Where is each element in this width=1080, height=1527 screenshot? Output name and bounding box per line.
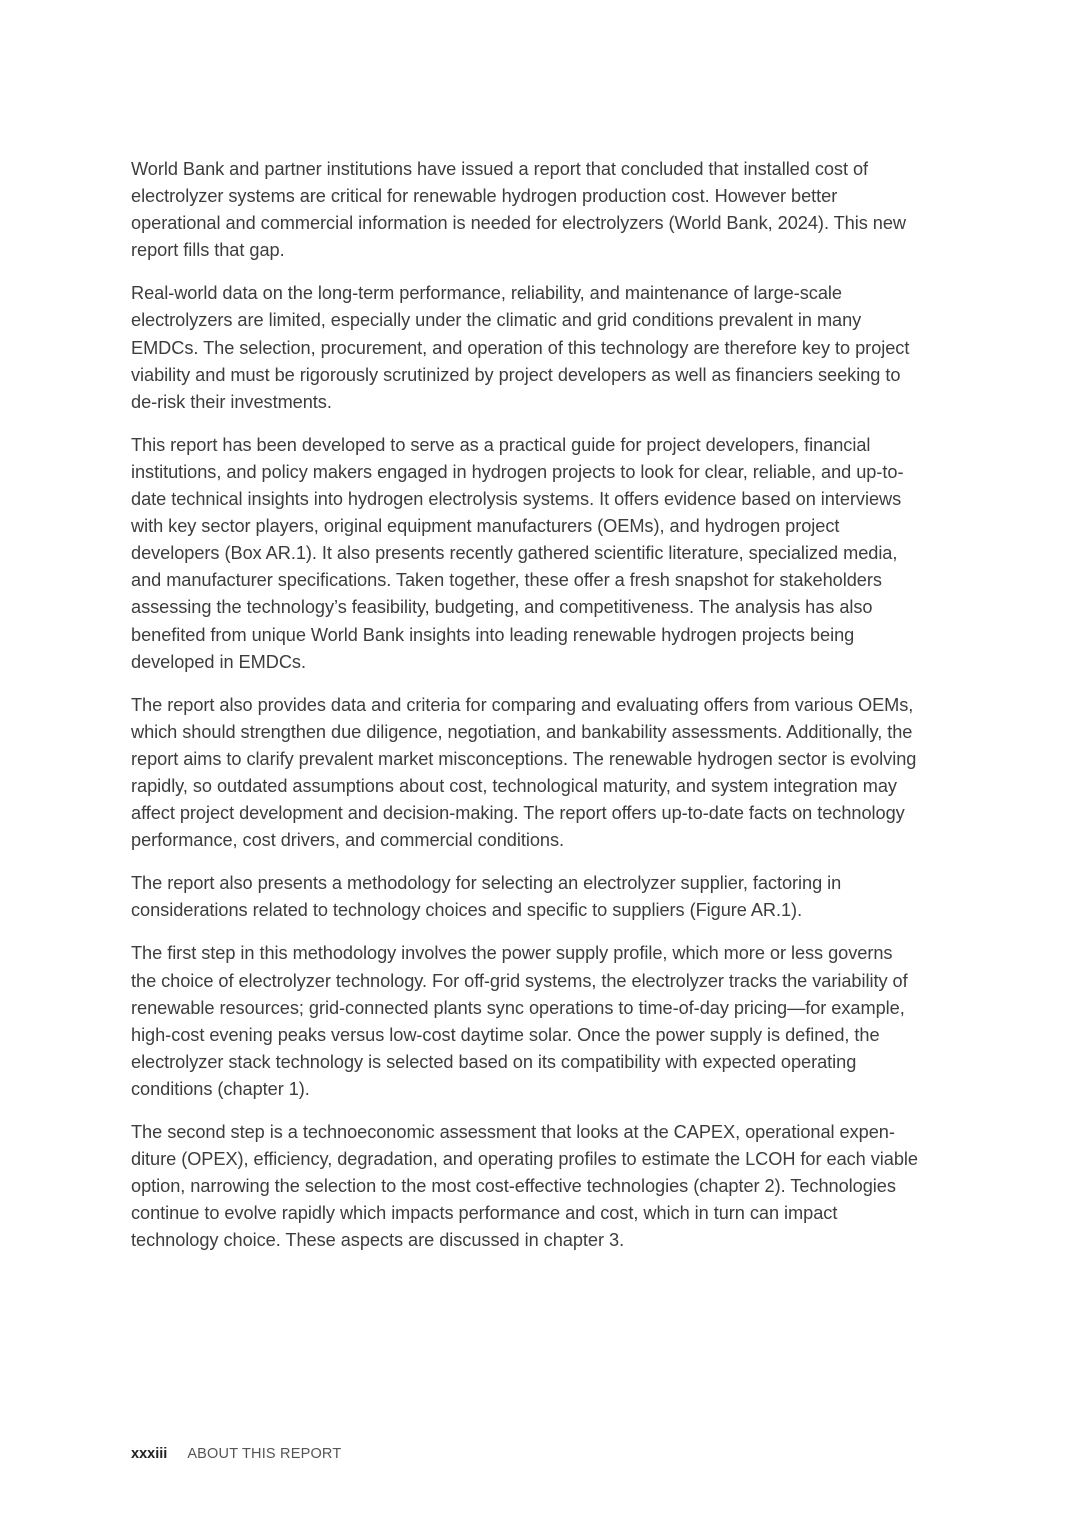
page-footer: [131, 1444, 341, 1464]
paragraph-6: The first step in this methodology involves the power supply profile, which more or less governs the choice of electrolyzer technology. For off-grid systems, the electrolyzer tracks the variability of renewable resources; grid-connected plants sync operations to time-of-day pricing—for example, high-cost evening peaks versus low-cost daytime solar. Once the power supply is defined, the electrolyzer stack technology is selected based on its compatibility with expected operating conditions (chapter 1).: [131, 943, 908, 1099]
paragraph-1: World Bank and partner institutions have issued a report that concluded that installed cost of electrolyzer systems are critical for renewable hydrogen production cost. However better operational and commercial information is needed for electrolyzers (World Bank, 2024). This new report fills that gap.: [131, 159, 906, 261]
running-section-title: ABOUT THIS REPORT: [187, 1446, 342, 1462]
page-body: [131, 156, 921, 1270]
paragraph-3: This report has been developed to serve as a practical guide for project developers, financial institutions, and policy makers engaged in hydrogen projects to look for clear, reliable, and up-to-date technical insights into hydrogen electrolysis systems. It offers evidence based on interviews with key sector players, original equipment manufacturers (OEMs), and hydrogen project developers (Box AR.1). It also presents recently gathered scientific literature, specialized media, and manufacturer specifications. Taken together, these offer a fresh snapshot for stakeholders assessing the technology’s feasibility, budgeting, and competitiveness. The analysis has also benefited from unique World Bank insights into leading renewable hydrogen projects being developed in EMDCs.: [131, 434, 904, 672]
paragraph-5: The report also presents a methodology for selecting an electrolyzer supplier, factoring in considerations related to technology choices and specific to suppliers (Figure AR.1).: [131, 873, 842, 921]
paragraph-2: Real-world data on the long-term performance, reliability, and maintenance of large-scale electrolyzers are limited, especially under the climatic and grid conditions prevalent in many EMDCs. The selection, procurement, and operation of this technology are therefore key to project viability and must be rigorously scrutinized by project developers as well as financiers seeking to de-risk their investments.: [131, 283, 910, 412]
paragraph-4: The report also provides data and criteria for comparing and evaluating offers from various OEMs, which should strengthen due diligence, negotiation, and bankability assessments. Additionally, the report aims to clarify prevalent market misconceptions. The renewable hydrogen sector is evolving rapidly, so outdated assumptions about cost, technological maturity, and system integration may affect project development and decision-making. The report offers up-to-date facts on technology performance, cost drivers, and commercial conditions.: [131, 694, 917, 851]
page-number: xxxiii: [131, 1446, 168, 1462]
paragraph-7: The second step is a technoeconomic assessment that looks at the CAPEX, operational expenditure (OPEX), efficiency, degradation, and operating profiles to estimate the LCOH for each viable option, narrowing the selection to the most cost-effective technologies (chapter 2). Technologies continue to evolve rapidly which impacts performance and cost, which in turn can impact technology choice. These aspects are discussed in chapter 3.: [131, 1122, 918, 1251]
